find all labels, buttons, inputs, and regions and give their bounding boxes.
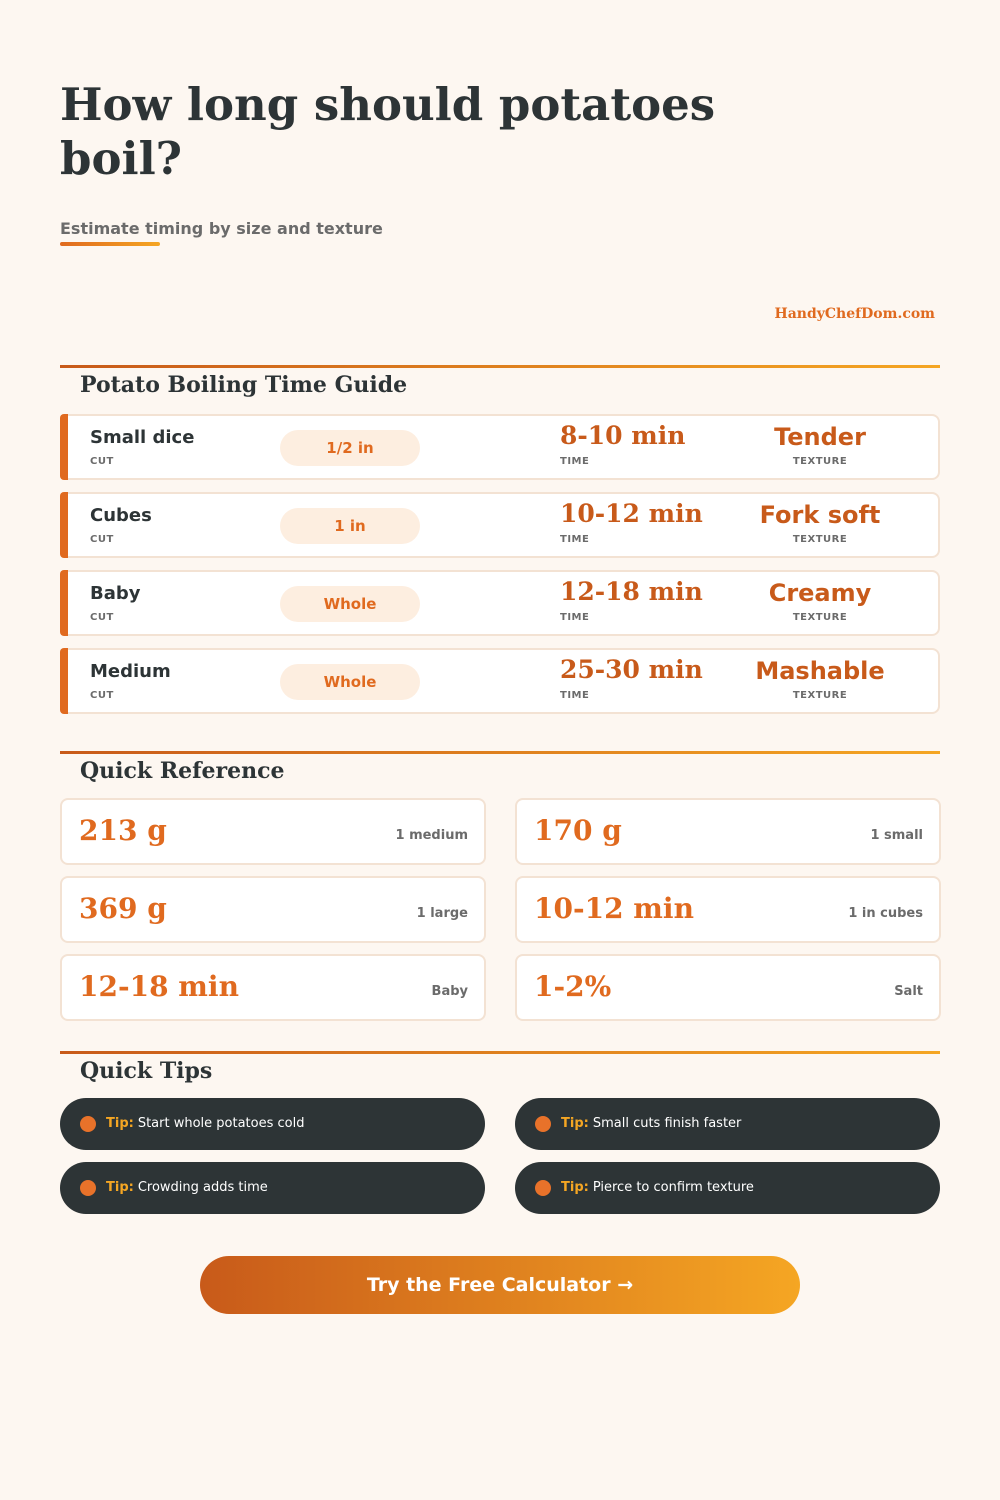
tip-text-wrap	[561, 1180, 754, 1195]
subtitle-underline	[60, 242, 160, 246]
cut-name: Small dice	[90, 427, 195, 448]
cut-name: Cubes	[90, 505, 152, 526]
reference-card	[60, 876, 486, 943]
tip-text: Small cuts finish faster	[592, 1116, 742, 1131]
reference-value: 10-12 min	[534, 892, 694, 925]
guide-row	[60, 492, 940, 558]
texture-value: Mashable	[755, 657, 885, 685]
tip-key: Tip:	[561, 1180, 589, 1195]
time-label: TIME	[560, 456, 590, 467]
cut-label: CUT	[90, 612, 114, 623]
time-label: TIME	[560, 612, 590, 623]
tip-text-wrap	[561, 1116, 741, 1131]
reference-value: 1-2%	[534, 970, 612, 1003]
reference-value: 12-18 min	[79, 970, 239, 1003]
time-value: 10-12 min	[560, 499, 703, 528]
reference-card	[515, 954, 941, 1021]
texture-label: TEXTURE	[792, 690, 848, 701]
reference-value: 170 g	[534, 814, 622, 847]
cut-name: Medium	[90, 661, 171, 682]
tip-item	[515, 1098, 940, 1150]
reference-label: 1 in cubes	[848, 906, 923, 921]
cut-name: Baby	[90, 583, 141, 604]
guide-row	[60, 648, 940, 714]
tips-divider	[60, 1051, 940, 1054]
tip-key: Tip:	[106, 1116, 134, 1131]
reference-value: 213 g	[79, 814, 167, 847]
cut-label: CUT	[90, 690, 114, 701]
bullet-dot-icon	[80, 1180, 96, 1196]
guide-row	[60, 570, 940, 636]
guide-row	[60, 414, 940, 480]
tip-text: Start whole potatoes cold	[137, 1116, 305, 1131]
tip-key: Tip:	[106, 1180, 134, 1195]
site-link[interactable]: HandyChefDom.com	[774, 306, 935, 322]
row-accent	[60, 570, 68, 636]
tip-key: Tip:	[561, 1116, 589, 1131]
time-label: TIME	[560, 690, 590, 701]
size-pill: 1 in	[280, 508, 420, 544]
cut-label: CUT	[90, 456, 114, 467]
time-label: TIME	[560, 534, 590, 545]
tip-text: Crowding adds time	[137, 1180, 268, 1195]
reference-label: 1 small	[870, 828, 923, 843]
reference-label: Salt	[894, 984, 923, 999]
texture-label: TEXTURE	[792, 534, 848, 545]
row-accent	[60, 648, 68, 714]
texture-label: TEXTURE	[792, 612, 848, 623]
tip-item	[60, 1162, 485, 1214]
reference-value: 369 g	[79, 892, 167, 925]
size-pill: 1/2 in	[280, 430, 420, 466]
reference-divider	[60, 751, 940, 754]
bullet-dot-icon	[80, 1116, 96, 1132]
size-pill: Whole	[280, 586, 420, 622]
time-value: 25-30 min	[560, 655, 703, 684]
texture-value: Fork soft	[759, 501, 881, 529]
reference-card	[515, 876, 941, 943]
row-accent	[60, 492, 68, 558]
tips-section-title: Quick Tips	[80, 1058, 213, 1084]
page-title: How long should potatoes boil?	[60, 78, 716, 185]
reference-label: 1 medium	[395, 828, 468, 843]
texture-label: TEXTURE	[792, 456, 848, 467]
reference-section-title: Quick Reference	[80, 758, 285, 784]
time-value: 8-10 min	[560, 421, 686, 450]
time-value: 12-18 min	[560, 577, 703, 606]
bullet-dot-icon	[535, 1180, 551, 1196]
reference-card	[515, 798, 941, 865]
tip-text-wrap	[106, 1180, 268, 1195]
reference-label: Baby	[431, 984, 468, 999]
reference-card	[60, 954, 486, 1021]
texture-value: Tender	[774, 423, 866, 451]
reference-card	[60, 798, 486, 865]
cut-label: CUT	[90, 534, 114, 545]
row-accent	[60, 414, 68, 480]
bullet-dot-icon	[535, 1116, 551, 1132]
tip-text: Pierce to confirm texture	[592, 1180, 754, 1195]
reference-label: 1 large	[416, 906, 468, 921]
page-subtitle: Estimate timing by size and texture	[60, 219, 383, 238]
tip-item	[60, 1098, 485, 1150]
tip-text-wrap	[106, 1116, 304, 1131]
calculator-cta-button[interactable]: Try the Free Calculator →	[200, 1256, 800, 1314]
texture-value: Creamy	[768, 579, 872, 607]
guide-divider	[60, 365, 940, 368]
size-pill: Whole	[280, 664, 420, 700]
guide-section-title: Potato Boiling Time Guide	[80, 372, 408, 398]
tip-item	[515, 1162, 940, 1214]
